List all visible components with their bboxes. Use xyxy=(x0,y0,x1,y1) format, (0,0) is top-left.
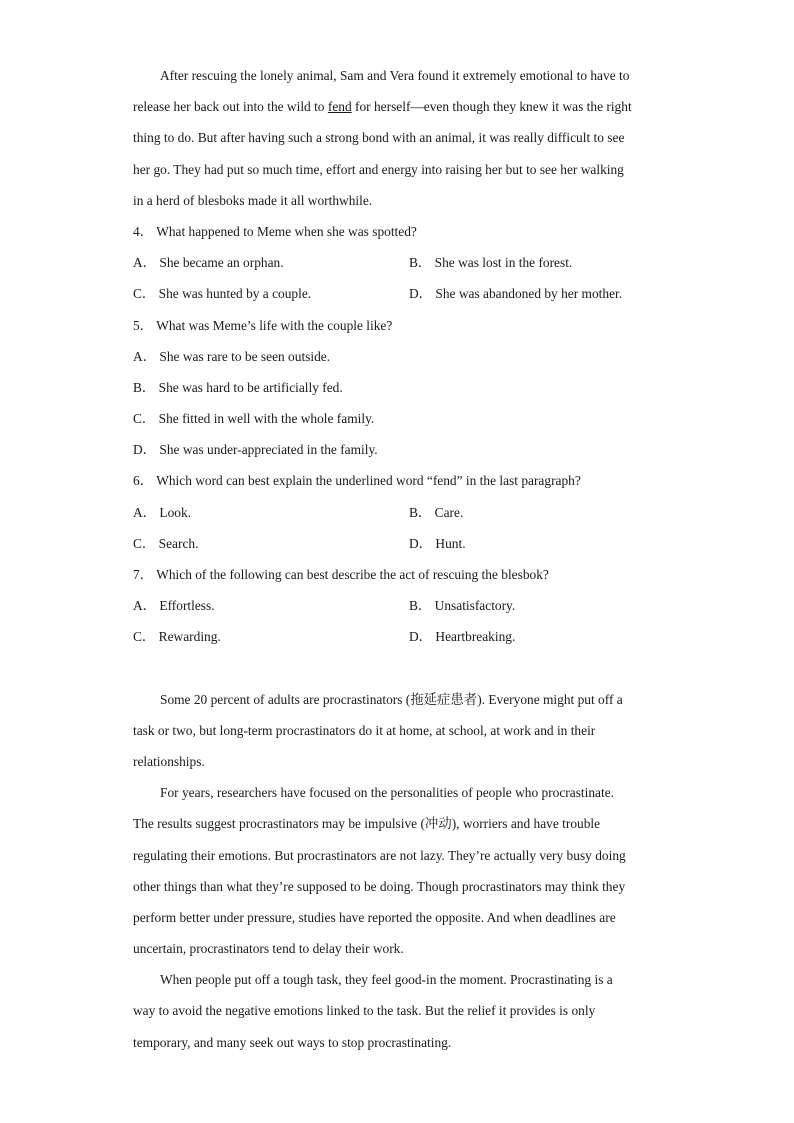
passage-line: perform better under pressure, studies have reported the opposite. And when deadlines are xyxy=(133,909,616,925)
passage-line: temporary, and many seek out ways to stop procrastinating. xyxy=(133,1034,452,1050)
option-b: B． Care. xyxy=(409,504,464,520)
passage-line: way to avoid the negative emotions linked to the task. But the relief it provides is only xyxy=(133,1003,596,1019)
underlined-word-fend: fend xyxy=(327,99,352,115)
passage-line: task or two, but long-term procrastinators do it at home, at school, at work and in their xyxy=(133,722,596,738)
passage-line: For years, researchers have focused on the personalities of people who procrastinate. xyxy=(160,785,614,801)
option-row xyxy=(133,278,663,309)
passage-line: After rescuing the lonely animal, Sam and Vera found it extremely emotional to have to xyxy=(160,68,630,83)
option-c: C． She was hunted by a couple. xyxy=(133,286,312,302)
passage-line: When people put off a tough task, they feel good-in the moment. Procrastinating is a xyxy=(160,972,613,988)
option-d: D． She was under-appreciated in the family. xyxy=(133,442,378,458)
option-a: A． Effortless. xyxy=(133,598,215,614)
passage-text: release her back out into the wild to xyxy=(133,99,328,115)
question-stem: 5． What was Meme’s life with the couple like? xyxy=(133,317,393,333)
option-row xyxy=(133,528,663,559)
section-gap xyxy=(133,653,663,684)
option-a: A． She was rare to be seen outside. xyxy=(133,348,331,364)
option-row xyxy=(133,590,663,621)
question-stem: 6． Which word can best explain the underlined word “fend” in the last paragraph? xyxy=(133,473,581,489)
option-b: B． Unsatisfactory. xyxy=(409,598,516,614)
passage-line: The results suggest procrastinators may be impulsive (冲动), worriers and have trouble xyxy=(133,816,601,832)
passage-line: Some 20 percent of adults are procrastinators (拖延症患者). Everyone might put off a xyxy=(160,691,623,707)
passage-line: regulating their emotions. But procrastinators are not lazy. They’re actually very busy doing xyxy=(133,847,626,863)
option-c: C． Search. xyxy=(133,535,199,551)
option-row xyxy=(133,621,663,652)
option-row xyxy=(133,247,663,278)
passage-line-with-underline xyxy=(133,91,663,122)
passage-line: uncertain, procrastinators tend to delay their work. xyxy=(133,941,404,957)
option-d: D． Hunt. xyxy=(409,535,466,551)
passage-line: thing to do. But after having such a strong bond with an animal, it was really difficult to see xyxy=(133,130,625,146)
option-a: A． Look. xyxy=(133,504,192,520)
option-a: A． She became an orphan. xyxy=(133,255,284,271)
passage-line: relationships. xyxy=(133,753,205,769)
option-d: D． She was abandoned by her mother. xyxy=(409,286,623,302)
passage-line: in a herd of blesboks made it all worthwhile. xyxy=(133,192,373,208)
question-stem: 7． Which of the following can best describe the act of rescuing the blesbok? xyxy=(133,567,549,582)
option-c: C． She fitted in well with the whole family. xyxy=(133,411,375,427)
passage-line: other things than what they’re supposed to be doing. Though procrastinators may think they xyxy=(133,878,626,894)
option-row xyxy=(133,497,663,528)
option-b: B． She was hard to be artificially fed. xyxy=(133,379,343,395)
document-page xyxy=(133,60,663,1058)
question-stem: 4． What happened to Meme when she was spotted? xyxy=(133,223,417,239)
option-b: B． She was lost in the forest. xyxy=(409,255,573,271)
option-c: C． Rewarding. xyxy=(133,629,221,645)
option-d: D． Heartbreaking. xyxy=(409,629,516,645)
passage-text: for herself—even though they knew it was the right xyxy=(351,99,632,115)
passage-line: her go. They had put so much time, effort and energy into raising her but to see her walking xyxy=(133,161,624,177)
